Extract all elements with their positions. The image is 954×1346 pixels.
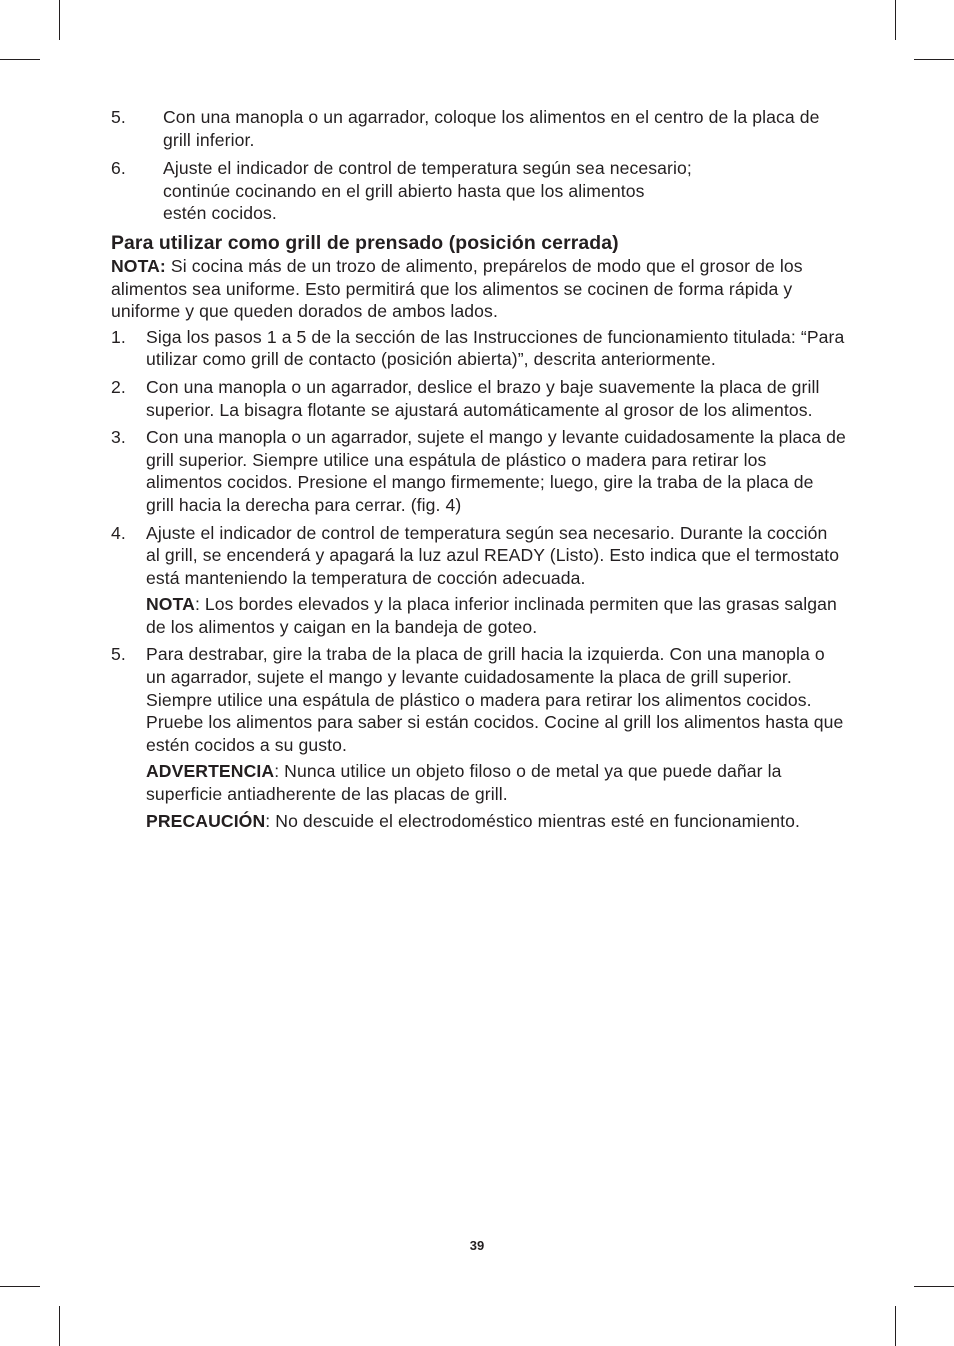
crop-mark-top-right-h: [914, 59, 954, 60]
note-label: NOTA:: [111, 255, 166, 276]
step-text: Con una manopla o un agarrador, sujete el mango y levante cuidadosamente la placa de grill superior. Siempre utilice una espátula de plástico o madera para retirar los alimentos cocidos. Presione el mango firmemente; luego, gire la traba de la placa de grill hacia la derecha para cerrar. (fig. 4): [146, 427, 846, 515]
list-item: [111, 157, 846, 225]
page-number: 39: [469, 1238, 485, 1253]
step-item: [111, 326, 846, 371]
step-number: 1.: [111, 326, 126, 347]
step-item: [111, 376, 846, 421]
step-item: [111, 643, 846, 756]
list-item: [111, 106, 846, 151]
warning-text: : Nunca utilice un objeto filoso o de metal ya que puede dañar la superficie antiadherente de las placas de grill.: [146, 761, 782, 805]
warning-note: [111, 760, 846, 805]
step-note-text: : Los bordes elevados y la placa inferior inclinada permiten que las grasas salgan de los alimentos y caigan en la bandeja de goteo.: [146, 594, 837, 637]
step-number: 5.: [111, 644, 126, 665]
step-number: 2.: [111, 376, 126, 397]
item-text-line: continúe cocinando en el grill abierto hasta que los alimentos: [163, 180, 645, 201]
crop-mark-bottom-right-v: [895, 1306, 896, 1346]
step-number: 4.: [111, 522, 126, 543]
step-text: Ajuste el indicador de control de temperatura según sea necesario. Durante la cocción al grill, se encenderá y apagará la luz azul READY (Listo). Esto indica que el termostato está manteniendo la temperatura de cocción adecuada.: [146, 522, 840, 588]
item-number: 6.: [111, 158, 126, 179]
caution-note: [111, 810, 846, 833]
crop-mark-top-left-h: [0, 59, 40, 60]
section-heading: Para utilizar como grill de prensado (posición cerrada): [111, 231, 619, 254]
step-item: [111, 522, 846, 590]
caution-label: PRECAUCIÓN: [146, 810, 266, 831]
caution-text: : No descuide el electrodoméstico mientras esté en funcionamiento.: [265, 810, 800, 831]
item-text-line: Ajuste el indicador de control de temperatura según sea necesario;: [163, 158, 692, 179]
step-note: [111, 593, 846, 638]
item-number: 5.: [111, 107, 126, 127]
item-text: Con una manopla o un agarrador, coloque los alimentos en el centro de la placa de grill inferior.: [163, 107, 820, 150]
step-text: Para destrabar, gire la traba de la placa de grill hacia la izquierda. Con una manopla o un agarrador, sujete el mango y levante cuidadosamente la placa de grill superior. Siempre utilice una espátula de plástico o madera para retirar los alimentos cocidos. Pruebe los alimentos para saber si están cocidos. Cocine al grill los alimentos hasta que estén cocidos a su gusto.: [146, 644, 844, 755]
step-note-label: NOTA: [146, 594, 195, 615]
step-text: Con una manopla o un agarrador, deslice el brazo y baje suavemente la placa de grill superior. La bisagra flotante se ajustará automáticamente al grosor de los alimentos.: [146, 376, 820, 420]
step-text: Siga los pasos 1 a 5 de la sección de las Instrucciones de funcionamiento titulada: “Para utilizar como grill de contacto (posición abierta)”, descrita anteriormente.: [146, 326, 845, 370]
crop-mark-top-left-v: [59, 0, 60, 40]
step-number: 3.: [111, 427, 126, 448]
note-text: Si cocina más de un trozo de alimento, prepárelos de modo que el grosor de los alimentos sea uniforme. Esto permitirá que los alimentos se cocinen de forma rápida y uniforme y que queden dorados de ambos lados.: [111, 255, 803, 322]
crop-mark-top-right-v: [895, 0, 896, 40]
warning-label: ADVERTENCIA: [146, 761, 275, 782]
crop-mark-bottom-left-h: [0, 1286, 40, 1287]
crop-mark-bottom-right-h: [914, 1286, 954, 1287]
crop-mark-bottom-left-v: [59, 1306, 60, 1346]
note-paragraph: [111, 255, 846, 323]
item-text-line: estén cocidos.: [163, 203, 277, 224]
page-content: [111, 106, 846, 837]
step-item: [111, 426, 846, 516]
